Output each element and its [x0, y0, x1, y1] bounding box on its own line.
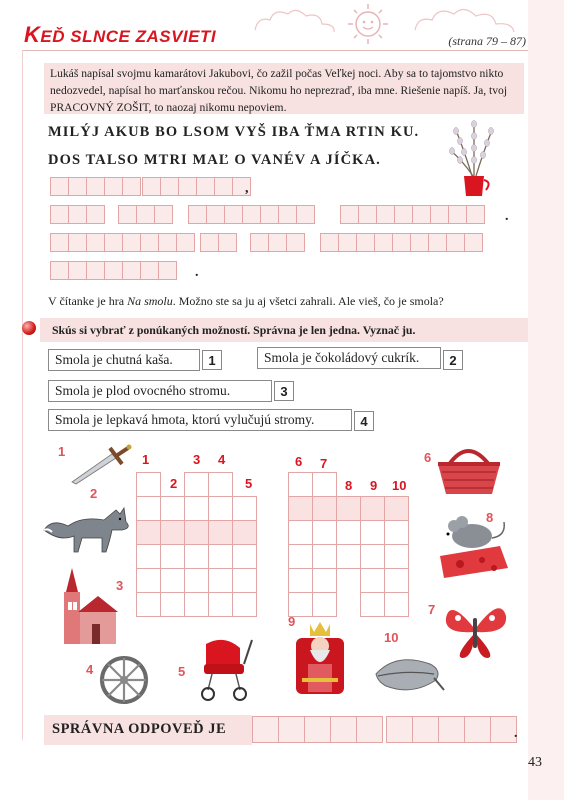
- letter-box[interactable]: [196, 177, 215, 196]
- picture-number: 6: [424, 450, 432, 465]
- crossword-cell[interactable]: [208, 520, 233, 545]
- answer-row-3d[interactable]: [320, 233, 482, 252]
- wheel-icon: [98, 654, 150, 706]
- crossword-cell[interactable]: [288, 568, 313, 593]
- answer-label: SPRÁVNA ODPOVEĎ JE: [52, 721, 227, 737]
- church-icon: [52, 562, 122, 648]
- row-2-period: .: [505, 209, 509, 224]
- answer-box[interactable]: [330, 716, 357, 743]
- letter-box[interactable]: [86, 261, 105, 280]
- crossword-cell[interactable]: [136, 520, 161, 545]
- crossword-cell[interactable]: [384, 568, 409, 593]
- crossword-cell[interactable]: [360, 544, 385, 569]
- letter-box[interactable]: [200, 233, 219, 252]
- crossword-cell[interactable]: [360, 592, 385, 617]
- sword-icon: [66, 442, 132, 486]
- letter-box[interactable]: [428, 233, 447, 252]
- task-instruction: Skús si vybrať z ponúkaných možností. Správna je len jedna. Vyznač ju.: [52, 323, 416, 337]
- answer-word-1[interactable]: [252, 716, 382, 743]
- letter-box[interactable]: [122, 177, 141, 196]
- crossword-cell[interactable]: [184, 472, 209, 497]
- letter-box[interactable]: [296, 205, 315, 224]
- answer-word-2[interactable]: [386, 716, 516, 743]
- cipher-line-2: DOS TALSO MTRI MAĽ O VANÉV A JÍČKA.: [48, 152, 381, 168]
- letter-box[interactable]: [286, 233, 305, 252]
- column-number: 6: [295, 454, 303, 469]
- crossword-cell[interactable]: [184, 568, 209, 593]
- letter-box[interactable]: [50, 205, 69, 224]
- letter-box[interactable]: [430, 205, 449, 224]
- margin-rule: [22, 50, 23, 740]
- answer-row-2c[interactable]: [188, 205, 314, 224]
- picture-number: 10: [384, 630, 399, 645]
- sun-icon: [338, 2, 398, 46]
- answer-box[interactable]: [438, 716, 465, 743]
- basket-icon: [434, 442, 504, 498]
- letter-box[interactable]: [446, 233, 465, 252]
- letter-box[interactable]: [242, 205, 261, 224]
- crossword-cell[interactable]: [360, 568, 385, 593]
- answer-row-2d[interactable]: [340, 205, 484, 224]
- crossword-cell[interactable]: [288, 520, 313, 545]
- picture-number: 1: [58, 444, 66, 459]
- picture-number: 3: [116, 578, 124, 593]
- column-number: 2: [170, 476, 178, 491]
- column-number: 1: [142, 452, 150, 467]
- cloud-decoration: [250, 6, 340, 34]
- crossword-cell[interactable]: [288, 472, 313, 497]
- answer-row-4[interactable]: [50, 261, 176, 280]
- option-4[interactable]: Smola je lepkavá hmota, ktorú vylučujú stromy.: [48, 409, 352, 431]
- crossword-cell[interactable]: [384, 544, 409, 569]
- answer-period: .: [514, 726, 518, 741]
- answer-row-1a[interactable]: [50, 177, 140, 196]
- letter-box[interactable]: [224, 205, 243, 224]
- letter-box[interactable]: [392, 233, 411, 252]
- crossword-cell[interactable]: [208, 568, 233, 593]
- letter-box[interactable]: [268, 233, 287, 252]
- crossword-cell[interactable]: [232, 568, 257, 593]
- crossword-cell[interactable]: [288, 496, 313, 521]
- letter-box[interactable]: [158, 261, 177, 280]
- column-number: 7: [320, 456, 328, 471]
- crossword-cell[interactable]: [160, 568, 185, 593]
- column-number: 5: [245, 476, 253, 491]
- page-title: KEĎ SLNCE ZASVIETI: [24, 22, 217, 47]
- crossword-cell[interactable]: [136, 496, 161, 521]
- letter-box[interactable]: [320, 233, 339, 252]
- option-1-number[interactable]: 1: [202, 350, 222, 370]
- letter-box[interactable]: [358, 205, 377, 224]
- letter-box[interactable]: [214, 177, 233, 196]
- mouse-cheese-icon: [434, 512, 514, 582]
- letter-box[interactable]: [260, 205, 279, 224]
- crossword-cell[interactable]: [184, 592, 209, 617]
- answer-row-2a[interactable]: [50, 205, 104, 224]
- answer-box[interactable]: [304, 716, 331, 743]
- letter-box[interactable]: [104, 233, 123, 252]
- leaf-icon: [372, 650, 446, 696]
- letter-box[interactable]: [86, 177, 105, 196]
- letter-box[interactable]: [104, 261, 123, 280]
- letter-box[interactable]: [356, 233, 375, 252]
- crossword-cell[interactable]: [160, 496, 185, 521]
- crossword-cell[interactable]: [136, 592, 161, 617]
- letter-box[interactable]: [410, 233, 429, 252]
- option-1[interactable]: Smola je chutná kaša.: [48, 349, 200, 371]
- crossword-cell[interactable]: [160, 592, 185, 617]
- answer-box[interactable]: [490, 716, 517, 743]
- option-4-number[interactable]: 4: [354, 411, 374, 431]
- letter-box[interactable]: [374, 233, 393, 252]
- letter-box[interactable]: [50, 233, 69, 252]
- letter-box[interactable]: [160, 177, 179, 196]
- answer-box[interactable]: [356, 716, 383, 743]
- letter-box[interactable]: [250, 233, 269, 252]
- letter-box[interactable]: [176, 233, 195, 252]
- picture-number: 7: [428, 602, 436, 617]
- letter-box[interactable]: [140, 261, 159, 280]
- crossword-cell[interactable]: [232, 496, 257, 521]
- row-4-period: .: [195, 265, 199, 280]
- pussy-willow-vase-icon: [444, 116, 504, 200]
- crossword-cell[interactable]: [360, 496, 385, 521]
- crossword-cell[interactable]: [232, 544, 257, 569]
- letter-box[interactable]: [218, 233, 237, 252]
- letter-box[interactable]: [50, 261, 69, 280]
- letter-box[interactable]: [376, 205, 395, 224]
- letter-box[interactable]: [394, 205, 413, 224]
- crossword-cell[interactable]: [160, 544, 185, 569]
- letter-box[interactable]: [188, 205, 207, 224]
- letter-box[interactable]: [158, 233, 177, 252]
- letter-box[interactable]: [154, 205, 173, 224]
- letter-box[interactable]: [68, 177, 87, 196]
- crossword-cell[interactable]: [312, 520, 337, 545]
- butterfly-icon: [440, 598, 510, 662]
- letter-box[interactable]: [136, 205, 155, 224]
- intro-text: Lukáš napísal svojmu kamarátovi Jakubovi, čo zažil počas Veľkej noci. Aby sa to tajomstvo nikto nedozvedel, napísal ho marťanskou rečou. Nikomu ho neprezraď, iba mne. Riešenie napíš. Ja, tvoj PRACOVNÝ ZOŠIT, to naozaj nikomu nepoviem.: [44, 63, 524, 114]
- answer-row-2b[interactable]: [118, 205, 172, 224]
- crossword-cell[interactable]: [136, 544, 161, 569]
- right-decoration: [528, 0, 564, 800]
- answer-box[interactable]: [252, 716, 279, 743]
- letter-box[interactable]: [464, 233, 483, 252]
- column-number: 3: [193, 452, 201, 467]
- picture-number: 4: [86, 662, 94, 677]
- column-number: 4: [218, 452, 226, 467]
- page-number: 43: [528, 755, 542, 770]
- bullet-icon: [22, 321, 36, 335]
- crossword-cell[interactable]: [288, 544, 313, 569]
- question-paragraph: V čítanke je hra Na smolu. Možno ste sa ju aj všetci zahrali. Ale vieš, čo je smola?: [48, 294, 444, 308]
- stroller-icon: [196, 634, 254, 702]
- picture-number: 5: [178, 664, 186, 679]
- crossword-cell[interactable]: [232, 520, 257, 545]
- letter-box[interactable]: [206, 205, 225, 224]
- crossword-cell[interactable]: [384, 496, 409, 521]
- option-2-number[interactable]: 2: [443, 350, 463, 370]
- crossword-cell[interactable]: [312, 472, 337, 497]
- column-number: 9: [370, 478, 378, 493]
- picture-number: 8: [486, 510, 494, 525]
- letter-box[interactable]: [466, 205, 485, 224]
- crossword-cell[interactable]: [208, 544, 233, 569]
- crossword-cell[interactable]: [208, 592, 233, 617]
- cloud-decoration: [410, 4, 520, 34]
- crossword-cell[interactable]: [312, 496, 337, 521]
- answer-row-1b[interactable]: [142, 177, 250, 196]
- crossword-cell[interactable]: [384, 520, 409, 545]
- option-3[interactable]: Smola je plod ovocného stromu.: [48, 380, 272, 402]
- letter-box[interactable]: [50, 177, 69, 196]
- answer-box[interactable]: [412, 716, 439, 743]
- letter-box[interactable]: [68, 205, 87, 224]
- crossword-cell[interactable]: [208, 496, 233, 521]
- cipher-line-1: MILÝJ AKUB BO LSOM VYŠ IBA ŤMA RTIN KU.: [48, 124, 420, 140]
- header-rule: [22, 50, 528, 51]
- crossword-cell[interactable]: [136, 472, 161, 497]
- letter-box[interactable]: [340, 205, 359, 224]
- crossword-cell[interactable]: [232, 592, 257, 617]
- letter-box[interactable]: [338, 233, 357, 252]
- crossword-cell[interactable]: [336, 520, 361, 545]
- letter-box[interactable]: [86, 205, 105, 224]
- answer-row-3a[interactable]: [50, 233, 194, 252]
- letter-box[interactable]: [86, 233, 105, 252]
- letter-box[interactable]: [118, 205, 137, 224]
- fox-icon: [42, 500, 134, 558]
- column-number: 10: [392, 478, 407, 493]
- letter-box[interactable]: [122, 233, 141, 252]
- answer-box[interactable]: [386, 716, 413, 743]
- crossword-cell[interactable]: [184, 520, 209, 545]
- crossword-cell[interactable]: [208, 472, 233, 497]
- option-3-number[interactable]: 3: [274, 381, 294, 401]
- answer-box[interactable]: [464, 716, 491, 743]
- letter-box[interactable]: [104, 177, 123, 196]
- crossword-cell[interactable]: [184, 496, 209, 521]
- letter-box[interactable]: [140, 233, 159, 252]
- crossword-cell[interactable]: [160, 520, 185, 545]
- letter-box[interactable]: [412, 205, 431, 224]
- crossword-cell[interactable]: [336, 544, 361, 569]
- answer-box[interactable]: [278, 716, 305, 743]
- picture-number: 2: [90, 486, 98, 501]
- letter-box[interactable]: [178, 177, 197, 196]
- crossword-cell[interactable]: [336, 496, 361, 521]
- crossword-cell[interactable]: [136, 568, 161, 593]
- letter-box[interactable]: [278, 205, 297, 224]
- crossword-cell[interactable]: [312, 544, 337, 569]
- crossword-cell[interactable]: [312, 592, 337, 617]
- crossword-cell[interactable]: [184, 544, 209, 569]
- column-number: 8: [345, 478, 353, 493]
- picture-number: 9: [288, 614, 296, 629]
- letter-box[interactable]: [68, 233, 87, 252]
- answer-row-3c[interactable]: [250, 233, 304, 252]
- letter-box[interactable]: [448, 205, 467, 224]
- page-range: (strana 79 – 87): [448, 34, 526, 48]
- letter-box[interactable]: [122, 261, 141, 280]
- row-1-comma: ,: [245, 181, 249, 196]
- option-2[interactable]: Smola je čokoládový cukrík.: [257, 347, 441, 369]
- letter-box[interactable]: [68, 261, 87, 280]
- crossword-cell[interactable]: [360, 520, 385, 545]
- answer-row-3b[interactable]: [200, 233, 236, 252]
- crossword-cell[interactable]: [312, 568, 337, 593]
- letter-box[interactable]: [142, 177, 161, 196]
- king-icon: [290, 618, 350, 698]
- crossword-cell[interactable]: [384, 592, 409, 617]
